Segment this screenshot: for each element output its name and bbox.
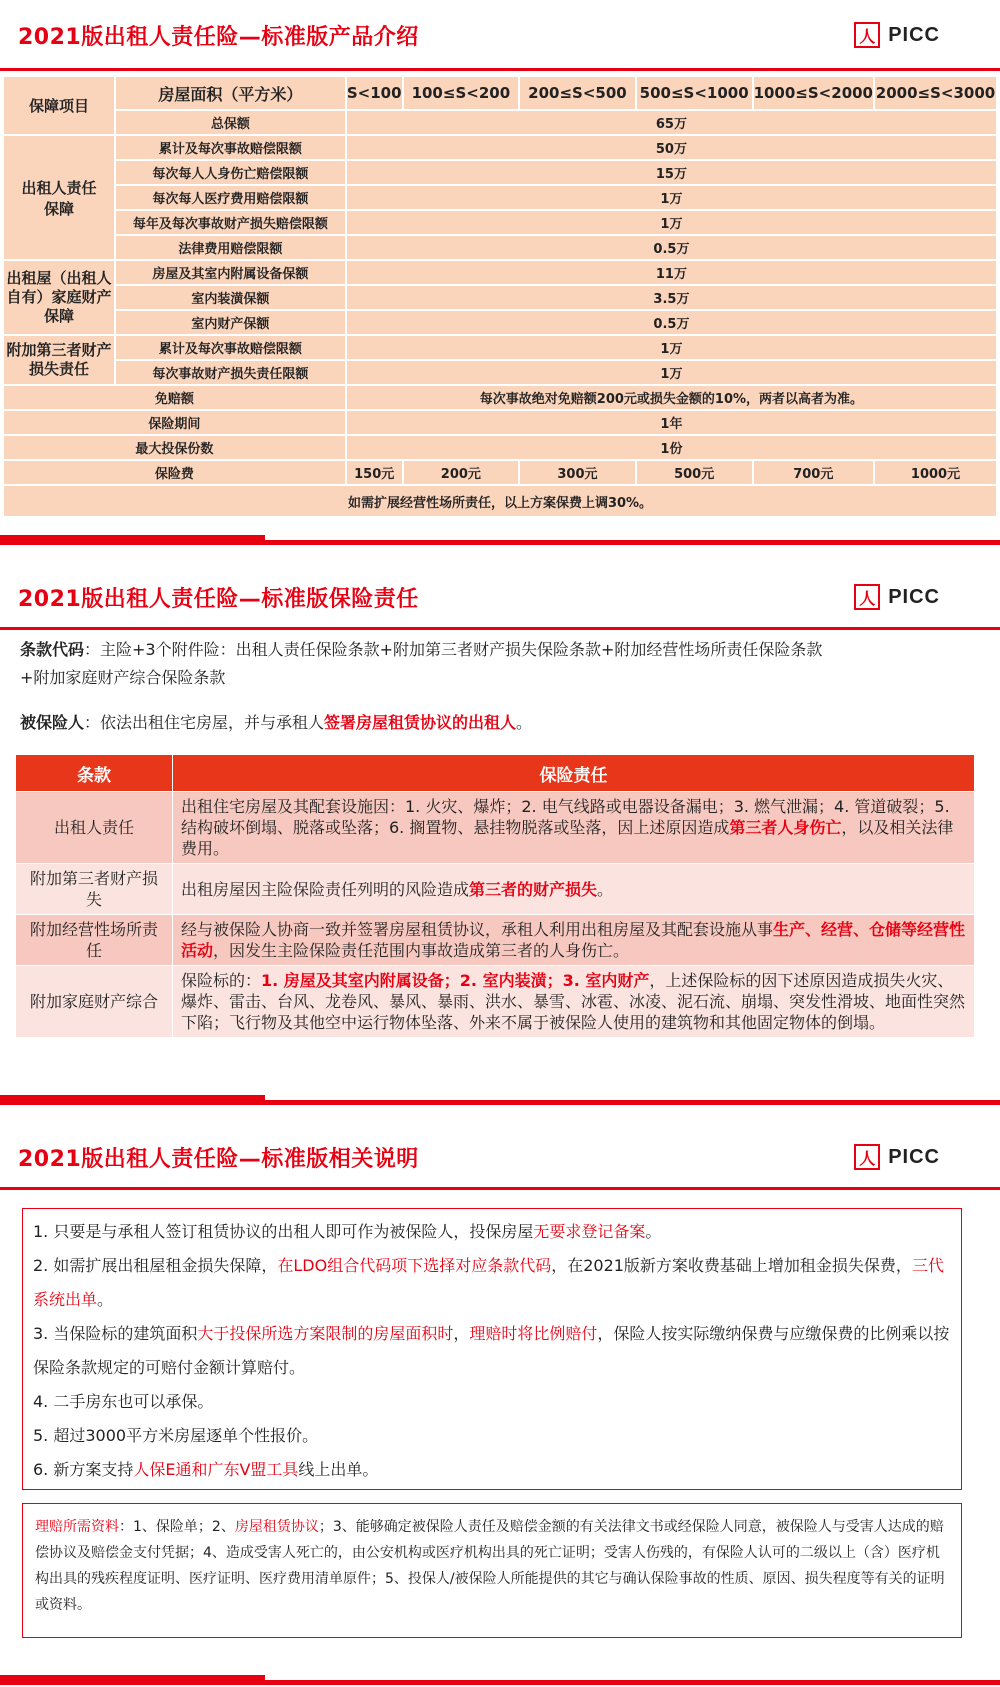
premium-cell: 300元 (519, 460, 636, 485)
row-value: 0.5万 (346, 235, 997, 260)
table-row (16, 966, 975, 1038)
picc-mark-icon: 人 (854, 22, 880, 48)
row-label: 每次事故财产损失责任限额 (115, 360, 346, 385)
row-label: 累计及每次事故赔偿限额 (115, 135, 346, 160)
table-row (16, 792, 975, 864)
row-label: 每年及每次事故财产损失赔偿限额 (115, 210, 346, 235)
col-header: 1000≤S<2000 (753, 76, 874, 110)
product-table (2, 75, 998, 518)
section-1-title: 2021版出租人责任险—标准版产品介绍 (18, 25, 419, 50)
claims-label: 理赔所需资料 (35, 1519, 119, 1535)
coverage-header-clause: 条款 (16, 755, 173, 792)
section-2-title: 2021版出租人责任险—标准版保险责任 (18, 587, 419, 612)
group-lessor-liability: 出租人责任 保障 (3, 135, 115, 260)
premium-cell: 700元 (753, 460, 874, 485)
row-label: 每次每人医疗费用赔偿限额 (115, 185, 346, 210)
col-header: 100≤S<200 (403, 76, 520, 110)
row-label: 保险费 (3, 460, 346, 485)
picc-logo (854, 584, 940, 610)
picc-logo (854, 22, 940, 48)
footer-bar (0, 535, 1000, 545)
clause-desc: 出租房屋因主险保险责任列明的风险造成第三者的财产损失。 (173, 864, 975, 915)
note-item: 4. 二手房东也可以承保。 (33, 1392, 214, 1411)
clause-name: 出租人责任 (16, 792, 173, 864)
clause-code-text (20, 636, 980, 692)
section-3-title: 2021版出租人责任险—标准版相关说明 (18, 1147, 419, 1172)
row-label: 总保额 (115, 110, 346, 135)
clause-name: 附加第三者财产损失 (16, 864, 173, 915)
insured-highlight: 签署房屋租赁协议的出租人 (324, 713, 517, 732)
clause-code-body-2: +附加家庭财产综合保险条款 (20, 668, 226, 687)
clause-name: 附加经营性场所责任 (16, 915, 173, 966)
row-label: 法律费用赔偿限额 (115, 235, 346, 260)
footer-bar (0, 1675, 1000, 1685)
col-header: 200≤S<500 (519, 76, 636, 110)
clause-desc: 经与被保险人协商一致并签署房屋租赁协议，承租人利用出租房屋及其配套设施从事生产、经营、仓储等经营性活动，因发生主险保险责任范围内事故造成第三者的人身伤亡。 (173, 915, 975, 966)
picc-wordmark: PICC (888, 585, 940, 608)
note-item: 5. 超过3000平方米房屋逐单个性报价。 (33, 1426, 319, 1445)
premium-cell: 200元 (403, 460, 520, 485)
insured-body: ：依法出租住宅房屋，并与承租人 (84, 713, 325, 732)
row-value: 1份 (346, 435, 997, 460)
insured-end: 。 (516, 713, 533, 732)
header-divider (0, 68, 1000, 71)
footer-bar (0, 1095, 1000, 1105)
insured-text (20, 709, 980, 737)
row-value: 50万 (346, 135, 997, 160)
row-label: 保险期间 (3, 410, 346, 435)
row-value: 1万 (346, 185, 997, 210)
header-area: 房屋面积（平方米） (115, 76, 346, 110)
group-third-party: 附加第三者财产损失责任 (3, 335, 115, 385)
header-divider (0, 627, 1000, 630)
col-header: S<100 (346, 76, 403, 110)
group-household-property: 出租屋（出租人自有）家庭财产保障 (3, 260, 115, 335)
picc-mark-icon: 人 (854, 584, 880, 610)
row-value: 0.5万 (346, 310, 997, 335)
premium-cell: 150元 (346, 460, 403, 485)
row-value: 1万 (346, 210, 997, 235)
insured-label: 被保险人 (20, 713, 85, 732)
col-header: 500≤S<1000 (636, 76, 753, 110)
row-label: 房屋及其室内附属设备保额 (115, 260, 346, 285)
row-value: 15万 (346, 160, 997, 185)
premium-cell: 500元 (636, 460, 753, 485)
coverage-header-liability: 保险责任 (173, 755, 975, 792)
clause-code-label: 条款代码 (20, 640, 85, 659)
claims-box (22, 1503, 962, 1638)
note-item: 6. 新方案支持人保E通和广东V盟工具线上出单。 (33, 1460, 379, 1479)
note-item: 2. 如需扩展出租屋租金损失保障，在LDO组合代码项下选择对应条款代码，在2021版新方案收费基础上增加租金损失保费，三代系统出单。 (33, 1256, 944, 1309)
table-row (16, 864, 975, 915)
row-value: 3.5万 (346, 285, 997, 310)
table-row (16, 915, 975, 966)
row-value: 11万 (346, 260, 997, 285)
row-value: 1年 (346, 410, 997, 435)
row-label: 累计及每次事故赔偿限额 (115, 335, 346, 360)
row-label: 每次每人人身伤亡赔偿限额 (115, 160, 346, 185)
header-item: 保障项目 (3, 76, 115, 135)
table-note: 如需扩展经营性场所责任，以上方案保费上调30%。 (3, 485, 997, 517)
row-value: 65万 (346, 110, 997, 135)
clause-desc: 保险标的：1. 房屋及其室内附属设备；2. 室内装潢；3. 室内财产，上述保险标的因下述原因造成损失火灾、爆炸、雷击、台风、龙卷风、暴风、暴雨、洪水、暴雪、冰雹、冰凌、泥石流、崩塌、突发性滑坡、地面性突然下陷；飞行物及其他空中运行物体坠落、外来不属于被保险人使用的建筑物和其他固定物体的倒塌。 (173, 966, 975, 1038)
row-label: 室内财产保额 (115, 310, 346, 335)
picc-wordmark: PICC (888, 1145, 940, 1168)
clause-name: 附加家庭财产综合 (16, 966, 173, 1038)
clause-code-body: ：主险+3个附件险：出租人责任保险条款+附加第三者财产损失保险条款+附加经营性场所责任保险条款 (84, 640, 823, 659)
premium-cell: 1000元 (874, 460, 997, 485)
header-divider (0, 1187, 1000, 1190)
row-value: 1万 (346, 360, 997, 385)
section-product-intro (0, 0, 1000, 545)
note-item: 3. 当保险标的建筑面积大于投保所选方案限制的房屋面积时，理赔时将比例赔付，保险人按实际缴纳保费与应缴保费的比例乘以按保险条款规定的可赔付金额计算赔付。 (33, 1324, 950, 1377)
row-label: 免赔额 (3, 385, 346, 410)
coverage-table (15, 754, 975, 1038)
col-header: 2000≤S<3000 (874, 76, 997, 110)
clause-desc: 出租住宅房屋及其配套设施因：1. 火灾、爆炸；2. 电气线路或电器设备漏电；3. 燃气泄漏；4. 管道破裂；5. 结构破坏倒塌、脱落或坠落；6. 搁置物、悬挂物脱落或坠落，因上述原因造成第三者人身伤亡，以及相关法律费用。 (173, 792, 975, 864)
row-label: 最大投保份数 (3, 435, 346, 460)
row-value: 每次事故绝对免赔额200元或损失金额的10%，两者以高者为准。 (346, 385, 997, 410)
row-value: 1万 (346, 335, 997, 360)
notes-box (22, 1208, 962, 1490)
picc-logo (854, 1144, 940, 1170)
picc-mark-icon: 人 (854, 1144, 880, 1170)
row-label: 室内装潢保额 (115, 285, 346, 310)
claims-text: 理赔所需资料：1、保险单；2、房屋租赁协议；3、能够确定被保险人责任及赔偿金额的有关法律文书或经保险人同意，被保险人与受害人达成的赔偿协议及赔偿金支付凭据；4、造成受害人死亡的，由公安机构或医疗机构出具的死亡证明；受害人伤残的，有保险人认可的二级以上（含）医疗机构出具的残疾程度证明、医疗证明、医疗费用清单原件；5、投保人/被保险人所能提供的其它与确认保险事故的性质、原因、损失程度等有关的证明或资料。 (35, 1519, 945, 1613)
picc-wordmark: PICC (888, 23, 940, 46)
note-item: 1. 只要是与承租人签订租赁协议的出租人即可作为被保险人，投保房屋无要求登记备案。 (33, 1222, 662, 1241)
